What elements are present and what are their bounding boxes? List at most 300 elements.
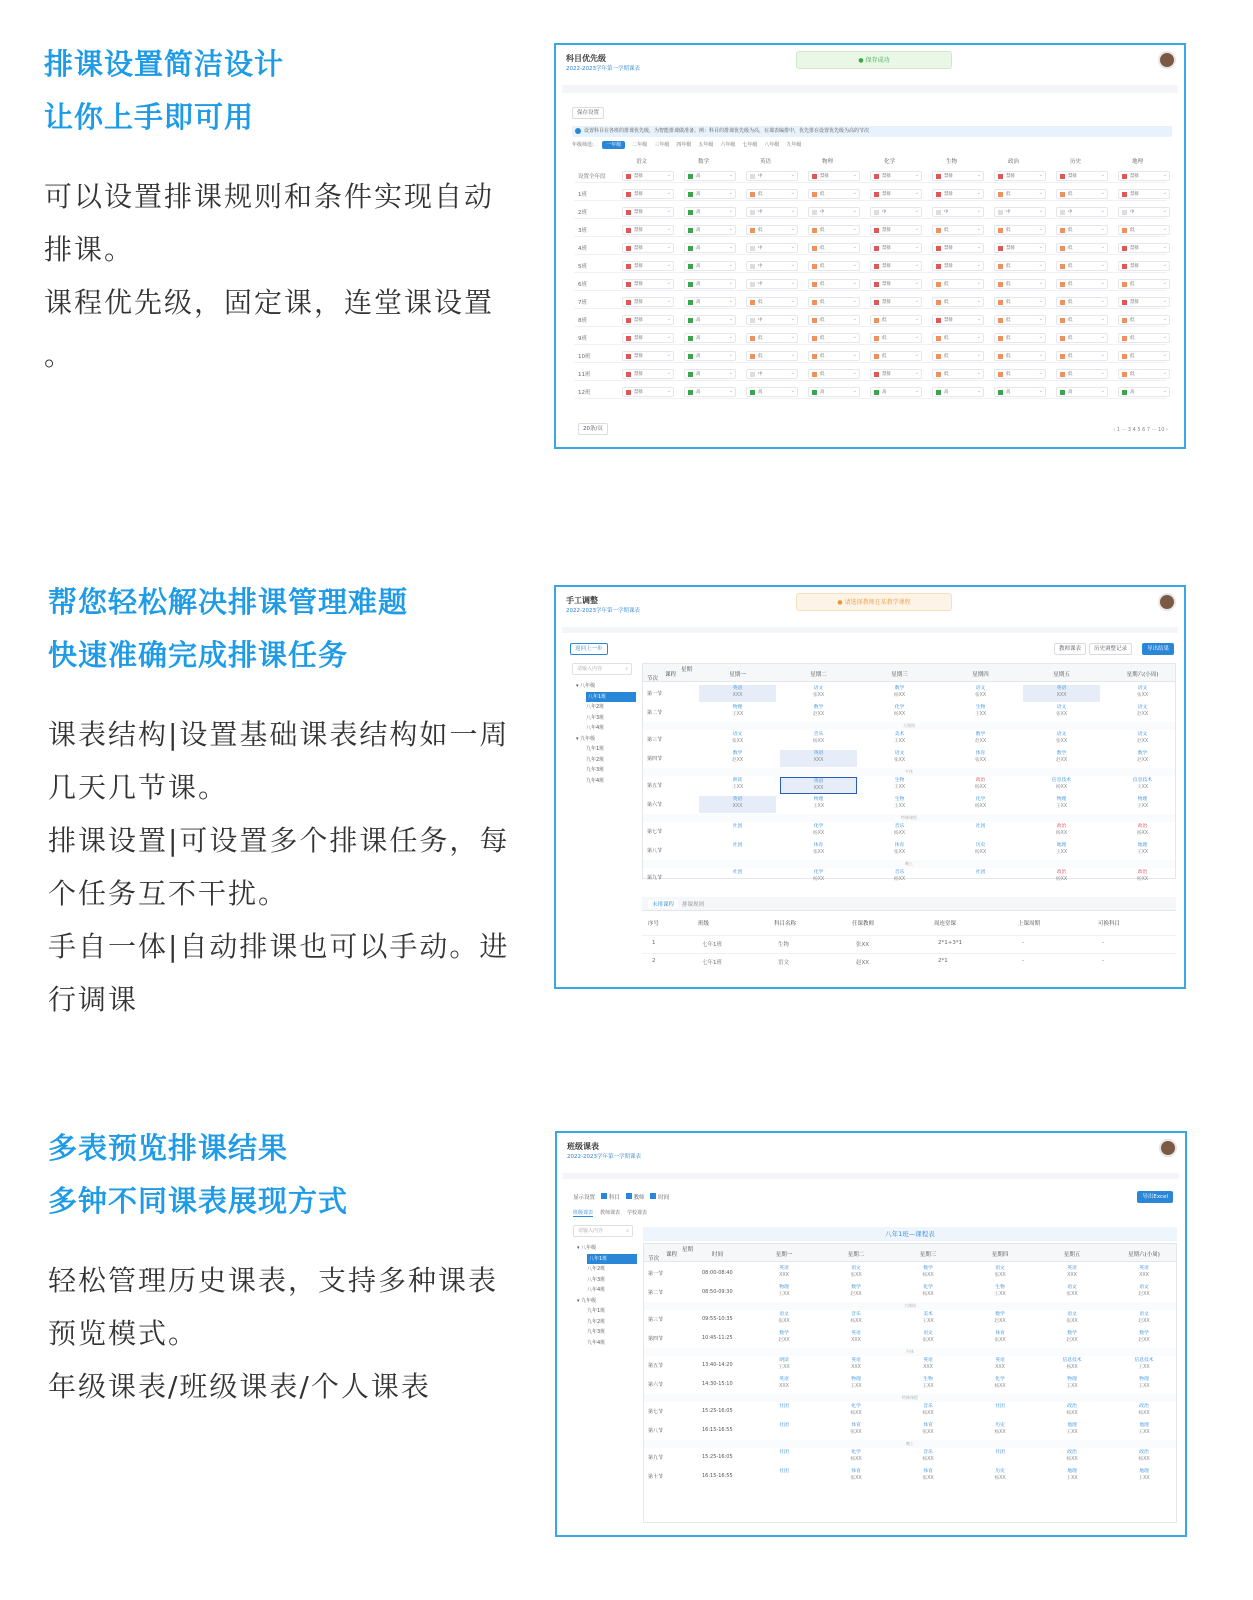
priority-select[interactable] — [684, 297, 736, 307]
timetable-cell[interactable] — [750, 1284, 818, 1301]
timetable-cell[interactable] — [1023, 796, 1100, 813]
timetable-cell[interactable] — [750, 1376, 818, 1393]
timetable-cell[interactable] — [1038, 1376, 1106, 1393]
timetable-cell[interactable] — [894, 1330, 962, 1347]
timetable-cell[interactable] — [894, 1422, 962, 1439]
timetable-cell[interactable] — [750, 1357, 818, 1374]
tree-class[interactable] — [577, 1264, 637, 1275]
priority-select[interactable] — [1056, 171, 1108, 181]
class-search-input[interactable]: 请输入内容 ⌕ — [573, 1225, 633, 1237]
priority-select[interactable] — [1056, 189, 1108, 199]
priority-select[interactable] — [622, 171, 674, 181]
priority-select[interactable] — [994, 207, 1046, 217]
timetable-cell[interactable] — [966, 1403, 1034, 1420]
priority-select[interactable] — [1118, 369, 1170, 379]
tree-class[interactable] — [577, 1306, 637, 1317]
checkbox-icon[interactable] — [626, 1193, 632, 1199]
priority-select[interactable] — [746, 207, 798, 217]
priority-select[interactable] — [932, 387, 984, 397]
timetable-cell[interactable] — [1110, 1403, 1178, 1420]
priority-select[interactable] — [994, 315, 1046, 325]
timetable-cell[interactable] — [1104, 731, 1181, 748]
priority-color-swatch — [874, 300, 879, 305]
timetable-cell[interactable] — [822, 1330, 890, 1347]
cell-teacher: 张XX — [812, 693, 825, 698]
priority-select[interactable] — [622, 369, 674, 379]
priority-select[interactable] — [1118, 351, 1170, 361]
timetable-cell[interactable] — [1038, 1357, 1106, 1374]
timetable-cell[interactable] — [1038, 1403, 1106, 1420]
timetable-cell[interactable] — [942, 823, 1019, 840]
priority-select[interactable] — [622, 207, 674, 217]
cell-teacher: 张XX — [1066, 1292, 1078, 1297]
timetable-cell[interactable] — [822, 1284, 890, 1301]
priority-select[interactable] — [1056, 315, 1108, 325]
priority-select[interactable] — [994, 261, 1046, 271]
user-avatar[interactable] — [1158, 593, 1176, 611]
timetable-cell[interactable] — [942, 685, 1019, 702]
timetable-cell[interactable] — [750, 1330, 818, 1347]
grade-tab[interactable]: 七年级 — [742, 142, 758, 148]
priority-select[interactable] — [870, 207, 922, 217]
priority-select[interactable] — [746, 279, 798, 289]
timetable-cell[interactable] — [1104, 750, 1181, 767]
grade-tab[interactable]: 一年级 — [602, 141, 625, 149]
priority-select[interactable] — [932, 333, 984, 343]
page-size-select[interactable]: 20条/页 — [578, 423, 608, 435]
priority-select[interactable] — [622, 297, 674, 307]
priority-select[interactable] — [1118, 297, 1170, 307]
timetable-cell[interactable] — [894, 1311, 962, 1328]
priority-select[interactable] — [1056, 351, 1108, 361]
timetable-cell[interactable] — [861, 685, 938, 702]
priority-select[interactable] — [994, 351, 1046, 361]
priority-select[interactable] — [1118, 261, 1170, 271]
timetable-cell[interactable] — [1104, 685, 1181, 702]
timetable-cell[interactable] — [699, 731, 776, 748]
chevron-down-icon: ⌄ — [852, 316, 857, 322]
timetable-cell[interactable] — [942, 796, 1019, 813]
cell-subject: 信息技术 — [1051, 778, 1072, 783]
timetable-cell[interactable] — [1023, 750, 1100, 767]
timetable-cell[interactable] — [750, 1403, 818, 1420]
timetable-cell[interactable] — [1038, 1468, 1106, 1485]
timetable-cell[interactable] — [822, 1265, 890, 1282]
timetable-cell[interactable] — [699, 842, 776, 859]
timetable-cell[interactable] — [966, 1449, 1034, 1466]
timetable-cell[interactable] — [1023, 704, 1100, 721]
priority-select[interactable] — [1118, 207, 1170, 217]
tree-class[interactable] — [577, 1275, 637, 1286]
priority-select[interactable] — [1056, 369, 1108, 379]
timetable-cell[interactable] — [699, 796, 776, 813]
timetable-cell[interactable] — [942, 704, 1019, 721]
timetable-cell[interactable] — [750, 1311, 818, 1328]
priority-select[interactable] — [870, 387, 922, 397]
priority-value: 高 — [758, 390, 763, 395]
timetable-cell[interactable] — [1104, 777, 1181, 794]
priority-color-swatch — [688, 390, 693, 395]
tree-class[interactable] — [577, 1338, 637, 1349]
checkbox-icon[interactable] — [650, 1193, 656, 1199]
priority-select[interactable] — [684, 207, 736, 217]
back-button[interactable]: 返回上一步 — [570, 643, 608, 655]
timetable-cell[interactable] — [1023, 842, 1100, 859]
tree-class[interactable] — [576, 744, 636, 755]
priority-select[interactable] — [746, 333, 798, 343]
priority-select[interactable] — [870, 243, 922, 253]
priority-select[interactable] — [1118, 189, 1170, 199]
timetable-cell[interactable] — [780, 750, 857, 767]
timetable-cell[interactable] — [780, 823, 857, 840]
priority-select[interactable] — [746, 243, 798, 253]
chevron-down-icon: ⌄ — [1038, 316, 1043, 322]
timetable-cell[interactable] — [942, 777, 1019, 794]
priority-select[interactable] — [746, 315, 798, 325]
priority-select[interactable] — [622, 225, 674, 235]
priority-select[interactable] — [932, 207, 984, 217]
timetable-cell[interactable] — [1104, 796, 1181, 813]
cell-subject: 地理 — [1139, 1423, 1149, 1428]
timetable-cell[interactable] — [1023, 685, 1100, 702]
priority-select[interactable] — [1056, 333, 1108, 343]
priority-select[interactable] — [994, 387, 1046, 397]
priority-select[interactable] — [870, 171, 922, 181]
priority-select[interactable] — [808, 297, 860, 307]
priority-select[interactable] — [808, 351, 860, 361]
priority-select[interactable] — [994, 243, 1046, 253]
timetable-cell[interactable] — [1104, 869, 1181, 886]
history-button[interactable]: 历史调整记录 — [1089, 643, 1132, 655]
priority-select[interactable] — [746, 171, 798, 181]
priority-select[interactable] — [932, 243, 984, 253]
priority-select[interactable] — [808, 333, 860, 343]
tree-class[interactable] — [576, 755, 636, 766]
timetable-cell[interactable] — [894, 1265, 962, 1282]
tree-class[interactable] — [577, 1317, 637, 1328]
priority-select[interactable] — [932, 189, 984, 199]
timetable-cell[interactable] — [861, 750, 938, 767]
priority-select[interactable] — [684, 189, 736, 199]
timetable-cell[interactable] — [780, 704, 857, 721]
priority-select[interactable] — [932, 351, 984, 361]
priority-select[interactable] — [1118, 243, 1170, 253]
timetable-cell[interactable] — [822, 1422, 890, 1439]
timetable-cell[interactable] — [1104, 842, 1181, 859]
timetable-cell[interactable] — [1023, 869, 1100, 886]
tree-class[interactable] — [577, 1327, 637, 1338]
timetable-cell[interactable] — [1023, 777, 1100, 794]
timetable-cell[interactable] — [966, 1330, 1034, 1347]
priority-select[interactable] — [684, 333, 736, 343]
priority-select[interactable] — [746, 261, 798, 271]
priority-select[interactable] — [1056, 297, 1108, 307]
timetable-cell[interactable] — [861, 777, 938, 794]
checkbox-icon[interactable] — [601, 1193, 607, 1199]
timetable-cell[interactable] — [699, 685, 776, 702]
cell-teacher: 杨XX — [1066, 1457, 1078, 1462]
timetable-cell[interactable] — [822, 1376, 890, 1393]
tab-class[interactable]: 班级课表 — [573, 1210, 594, 1216]
priority-select[interactable] — [994, 279, 1046, 289]
priority-select[interactable] — [808, 243, 860, 253]
priority-select[interactable] — [932, 171, 984, 181]
priority-select[interactable] — [932, 369, 984, 379]
timetable-cell[interactable] — [750, 1468, 818, 1485]
timetable-cell[interactable] — [942, 842, 1019, 859]
timetable-cell[interactable] — [750, 1265, 818, 1282]
timetable-cell[interactable] — [822, 1403, 890, 1420]
priority-select[interactable] — [994, 297, 1046, 307]
priority-select[interactable] — [808, 279, 860, 289]
timetable-cell[interactable] — [861, 731, 938, 748]
timetable-cell[interactable] — [1110, 1265, 1178, 1282]
priority-select[interactable] — [684, 279, 736, 289]
priority-select[interactable] — [684, 243, 736, 253]
timetable-cell[interactable] — [894, 1284, 962, 1301]
timetable-cell[interactable] — [942, 750, 1019, 767]
priority-select[interactable] — [808, 171, 860, 181]
priority-select[interactable] — [994, 369, 1046, 379]
timetable-cell[interactable] — [1110, 1449, 1178, 1466]
timetable-cell[interactable] — [1038, 1284, 1106, 1301]
priority-select[interactable] — [1118, 387, 1170, 397]
priority-select[interactable] — [746, 387, 798, 397]
grade-tab[interactable]: 五年级 — [698, 142, 714, 148]
timetable-cell[interactable] — [780, 842, 857, 859]
priority-select[interactable] — [622, 351, 674, 361]
timetable-cell[interactable] — [966, 1311, 1034, 1328]
priority-select[interactable] — [622, 189, 674, 199]
priority-select[interactable] — [622, 315, 674, 325]
priority-select[interactable] — [746, 351, 798, 361]
priority-select[interactable] — [870, 297, 922, 307]
export-excel-button[interactable]: 导出Excel — [1137, 1191, 1173, 1203]
priority-select[interactable] — [994, 189, 1046, 199]
priority-select[interactable] — [1056, 279, 1108, 289]
grade-tab[interactable]: 二年级 — [632, 142, 648, 148]
timetable-cell[interactable] — [1038, 1265, 1106, 1282]
priority-select[interactable] — [684, 225, 736, 235]
timetable-cell[interactable] — [966, 1265, 1034, 1282]
timetable-cell[interactable] — [780, 731, 857, 748]
priority-select[interactable] — [994, 333, 1046, 343]
priority-select[interactable] — [622, 279, 674, 289]
pagination[interactable]: ‹ 1 ··· 3 4 5 6 7 ··· 10 › — [1113, 427, 1168, 433]
timetable-cell[interactable] — [699, 704, 776, 721]
timetable-cell[interactable] — [894, 1403, 962, 1420]
priority-select[interactable] — [622, 387, 674, 397]
priority-select[interactable] — [994, 225, 1046, 235]
priority-select[interactable] — [870, 189, 922, 199]
priority-select[interactable] — [746, 369, 798, 379]
table-row[interactable] — [642, 935, 1176, 951]
timetable-cell[interactable] — [966, 1468, 1034, 1485]
priority-select[interactable] — [808, 387, 860, 397]
priority-select[interactable] — [1056, 207, 1108, 217]
priority-color-swatch — [750, 264, 755, 269]
user-avatar[interactable] — [1159, 1139, 1177, 1157]
timetable-cell[interactable] — [1110, 1330, 1178, 1347]
priority-select[interactable] — [1118, 171, 1170, 181]
user-avatar[interactable] — [1158, 51, 1176, 69]
priority-select[interactable] — [1056, 225, 1108, 235]
timetable-cell[interactable] — [861, 869, 938, 886]
priority-select[interactable] — [994, 171, 1046, 181]
priority-select[interactable] — [1118, 225, 1170, 235]
priority-select[interactable] — [622, 333, 674, 343]
subject-header: 数学 — [698, 159, 710, 165]
priority-select[interactable] — [808, 261, 860, 271]
timetable-cell[interactable] — [894, 1449, 962, 1466]
timetable-cell[interactable] — [894, 1357, 962, 1374]
timetable-cell[interactable] — [966, 1376, 1034, 1393]
priority-select[interactable] — [932, 297, 984, 307]
timetable-cell[interactable] — [750, 1422, 818, 1439]
priority-select[interactable] — [870, 369, 922, 379]
priority-select[interactable] — [932, 315, 984, 325]
tree-grade[interactable] — [576, 734, 636, 745]
timetable-cell[interactable] — [699, 750, 776, 767]
timetable-cell[interactable] — [699, 869, 776, 886]
timetable-cell[interactable] — [699, 823, 776, 840]
priority-select[interactable] — [932, 225, 984, 235]
priority-select[interactable] — [622, 243, 674, 253]
timetable-cell[interactable] — [1110, 1284, 1178, 1301]
chevron-down-icon: ⌄ — [914, 244, 919, 250]
priority-select[interactable] — [746, 297, 798, 307]
priority-select[interactable] — [808, 369, 860, 379]
timetable-cell[interactable] — [861, 823, 938, 840]
row-label: 11班 — [578, 372, 591, 378]
timetable-cell[interactable] — [966, 1284, 1034, 1301]
timetable-cell[interactable] — [1110, 1468, 1178, 1485]
tree-grade[interactable] — [577, 1243, 637, 1254]
timetable-cell[interactable] — [1110, 1311, 1178, 1328]
tab-unplaced[interactable]: 未排课程 — [648, 900, 678, 908]
timetable-cell[interactable] — [1023, 731, 1100, 748]
timetable-cell[interactable] — [699, 777, 776, 794]
priority-select[interactable] — [932, 279, 984, 289]
tree-class[interactable] — [576, 713, 636, 724]
cell-subject: 英语 — [779, 1266, 789, 1271]
priority-select[interactable] — [870, 261, 922, 271]
priority-select[interactable] — [684, 351, 736, 361]
priority-select[interactable] — [808, 207, 860, 217]
timetable-cell[interactable] — [780, 869, 857, 886]
timetable-cell[interactable] — [822, 1357, 890, 1374]
timetable-cell[interactable] — [1110, 1376, 1178, 1393]
timetable-cell[interactable] — [822, 1311, 890, 1328]
timetable-cell[interactable] — [942, 731, 1019, 748]
priority-select[interactable] — [932, 261, 984, 271]
timetable-cell[interactable] — [1038, 1422, 1106, 1439]
priority-select[interactable] — [870, 315, 922, 325]
tree-class[interactable] — [576, 692, 636, 703]
priority-select[interactable] — [1118, 315, 1170, 325]
tree-class[interactable] — [577, 1285, 637, 1296]
timetable-cell[interactable] — [780, 777, 857, 794]
tree-class[interactable] — [577, 1254, 637, 1265]
timetable-cell[interactable] — [861, 796, 938, 813]
timetable-cell[interactable] — [966, 1357, 1034, 1374]
timetable-cell[interactable] — [822, 1449, 890, 1466]
tab-teacher[interactable]: 教师课表 — [600, 1210, 621, 1216]
export-result-button[interactable]: 导出结果 — [1142, 643, 1174, 655]
priority-select[interactable] — [684, 369, 736, 379]
tree-grade[interactable] — [576, 681, 636, 692]
priority-select[interactable] — [808, 189, 860, 199]
timetable-cell[interactable] — [861, 842, 938, 859]
timetable-cell[interactable] — [1038, 1449, 1106, 1466]
priority-select[interactable] — [684, 387, 736, 397]
timetable-cell[interactable] — [894, 1468, 962, 1485]
priority-select[interactable] — [684, 171, 736, 181]
timetable-cell[interactable] — [942, 869, 1019, 886]
term-label: 2022-2023学年第一学期课表 — [566, 66, 640, 72]
priority-select[interactable] — [1118, 279, 1170, 289]
grade-tab[interactable]: 八年级 — [764, 142, 780, 148]
priority-select[interactable] — [808, 225, 860, 235]
priority-select[interactable] — [1056, 387, 1108, 397]
grade-tab[interactable]: 三年级 — [654, 142, 670, 148]
priority-select[interactable] — [746, 225, 798, 235]
priority-select[interactable] — [1056, 243, 1108, 253]
priority-select[interactable] — [808, 315, 860, 325]
tree-class[interactable] — [576, 702, 636, 713]
priority-select[interactable] — [1056, 261, 1108, 271]
priority-select[interactable] — [684, 261, 736, 271]
timetable-cell[interactable] — [780, 685, 857, 702]
grade-tab[interactable]: 六年级 — [720, 142, 736, 148]
timetable-cell[interactable] — [861, 704, 938, 721]
grade-tab[interactable]: 九年级 — [786, 142, 802, 148]
timetable-cell[interactable] — [1110, 1422, 1178, 1439]
priority-select[interactable] — [622, 261, 674, 271]
timetable-cell[interactable] — [1104, 704, 1181, 721]
tab-rules[interactable]: 排课规则 — [682, 902, 705, 908]
table-row[interactable] — [642, 953, 1176, 969]
grade-tab[interactable]: 四年级 — [676, 142, 692, 148]
timetable-cell[interactable] — [894, 1376, 962, 1393]
class-search-input[interactable]: 请输入内容 ⌕ — [572, 663, 632, 675]
timetable-cell[interactable] — [780, 796, 857, 813]
tree-class[interactable] — [576, 765, 636, 776]
timetable-cell[interactable] — [1038, 1330, 1106, 1347]
timetable-cell[interactable] — [822, 1468, 890, 1485]
priority-select[interactable] — [684, 315, 736, 325]
timetable-cell[interactable] — [1104, 823, 1181, 840]
timetable-cell[interactable] — [966, 1422, 1034, 1439]
tree-grade[interactable] — [577, 1296, 637, 1307]
timetable-cell[interactable] — [1038, 1311, 1106, 1328]
priority-select[interactable] — [746, 189, 798, 199]
save-settings-button[interactable]: 保存设置 — [572, 107, 604, 119]
priority-select[interactable] — [870, 333, 922, 343]
timetable-cell[interactable] — [750, 1449, 818, 1466]
tree-class[interactable] — [576, 776, 636, 787]
tree-class[interactable] — [576, 723, 636, 734]
tab-school[interactable]: 学校课表 — [627, 1210, 648, 1216]
timetable-cell[interactable] — [1023, 823, 1100, 840]
priority-select[interactable] — [870, 279, 922, 289]
teacher-timetable-button[interactable]: 教师课表 — [1054, 643, 1086, 655]
priority-select[interactable] — [870, 351, 922, 361]
timetable-cell[interactable] — [1110, 1357, 1178, 1374]
priority-value: 低 — [820, 282, 825, 287]
priority-select[interactable] — [1118, 333, 1170, 343]
priority-select[interactable] — [870, 225, 922, 235]
